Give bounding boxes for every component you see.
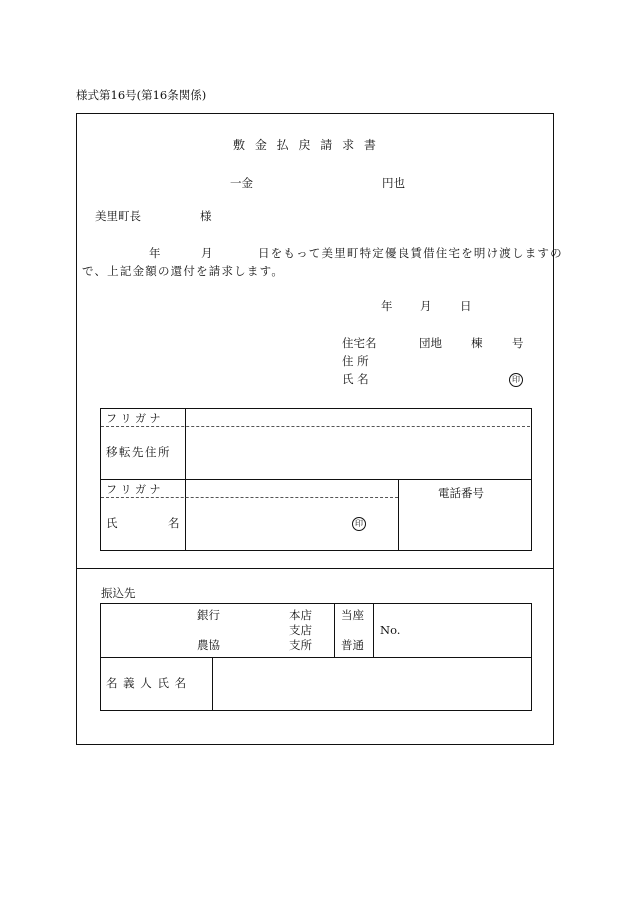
section-divider <box>76 568 554 569</box>
transfer-label: 振込先 <box>101 586 136 600</box>
body-month: 月 <box>201 246 213 260</box>
relocation-address-label: 移転先住所 <box>106 445 171 459</box>
phone-col-divider <box>398 479 399 551</box>
account-holder-label: 名 義 人 氏 名 <box>106 676 188 690</box>
relocation-row-divider <box>100 479 532 480</box>
addressee-name: 美里町長 <box>95 209 141 223</box>
relocation-name-label-a: 氏 <box>106 516 118 530</box>
account-type-right-divider <box>373 603 374 657</box>
holder-col-divider <box>212 657 213 711</box>
current-account-label: 当座 <box>341 608 364 622</box>
transfer-row-divider <box>100 657 532 658</box>
danchi-label: 団地 <box>419 336 442 350</box>
amount-suffix: 円也 <box>382 176 405 190</box>
account-no-label: No. <box>380 623 401 637</box>
head-office-label: 本店 <box>289 608 312 622</box>
branch-store-label: 支店 <box>289 623 312 637</box>
date-month: 月 <box>420 299 432 313</box>
applicant-seal-icon: 印 <box>509 373 523 387</box>
housing-label: 住宅名 <box>342 336 377 350</box>
account-type-left-divider <box>334 603 335 657</box>
furigana-label-2: フ リ ガ ナ <box>106 483 161 496</box>
date-day: 日 <box>460 299 472 313</box>
ordinary-account-label: 普通 <box>341 638 364 652</box>
body-year: 年 <box>149 246 161 260</box>
furigana-divider-2 <box>101 497 398 498</box>
relocation-seal-icon: 印 <box>352 517 366 531</box>
branch-office-label: 支所 <box>289 638 312 652</box>
addressee-honorific: 様 <box>200 209 212 223</box>
bank-label: 銀行 <box>197 608 220 622</box>
amount-prefix: 一金 <box>230 176 253 190</box>
furigana-label-1: フ リ ガ ナ <box>106 412 161 425</box>
relocation-name-label-b: 名 <box>168 516 180 530</box>
coop-label: 農協 <box>197 638 220 652</box>
name-label: 氏 名 <box>342 372 369 386</box>
number-label: 号 <box>512 336 524 350</box>
body-line1: 日をもって美里町特定優良賃借住宅を明け渡しますの <box>258 246 563 260</box>
furigana-divider-1 <box>101 426 530 427</box>
phone-label: 電話番号 <box>438 486 484 500</box>
address-label: 住 所 <box>342 354 369 368</box>
date-year: 年 <box>381 299 393 313</box>
building-label: 棟 <box>471 336 483 350</box>
form-number: 様式第16号(第16条関係) <box>76 88 207 102</box>
body-line2: で、上記金額の還付を請求します。 <box>82 264 285 278</box>
form-title: 敷 金 払 戻 請 求 書 <box>233 138 376 152</box>
